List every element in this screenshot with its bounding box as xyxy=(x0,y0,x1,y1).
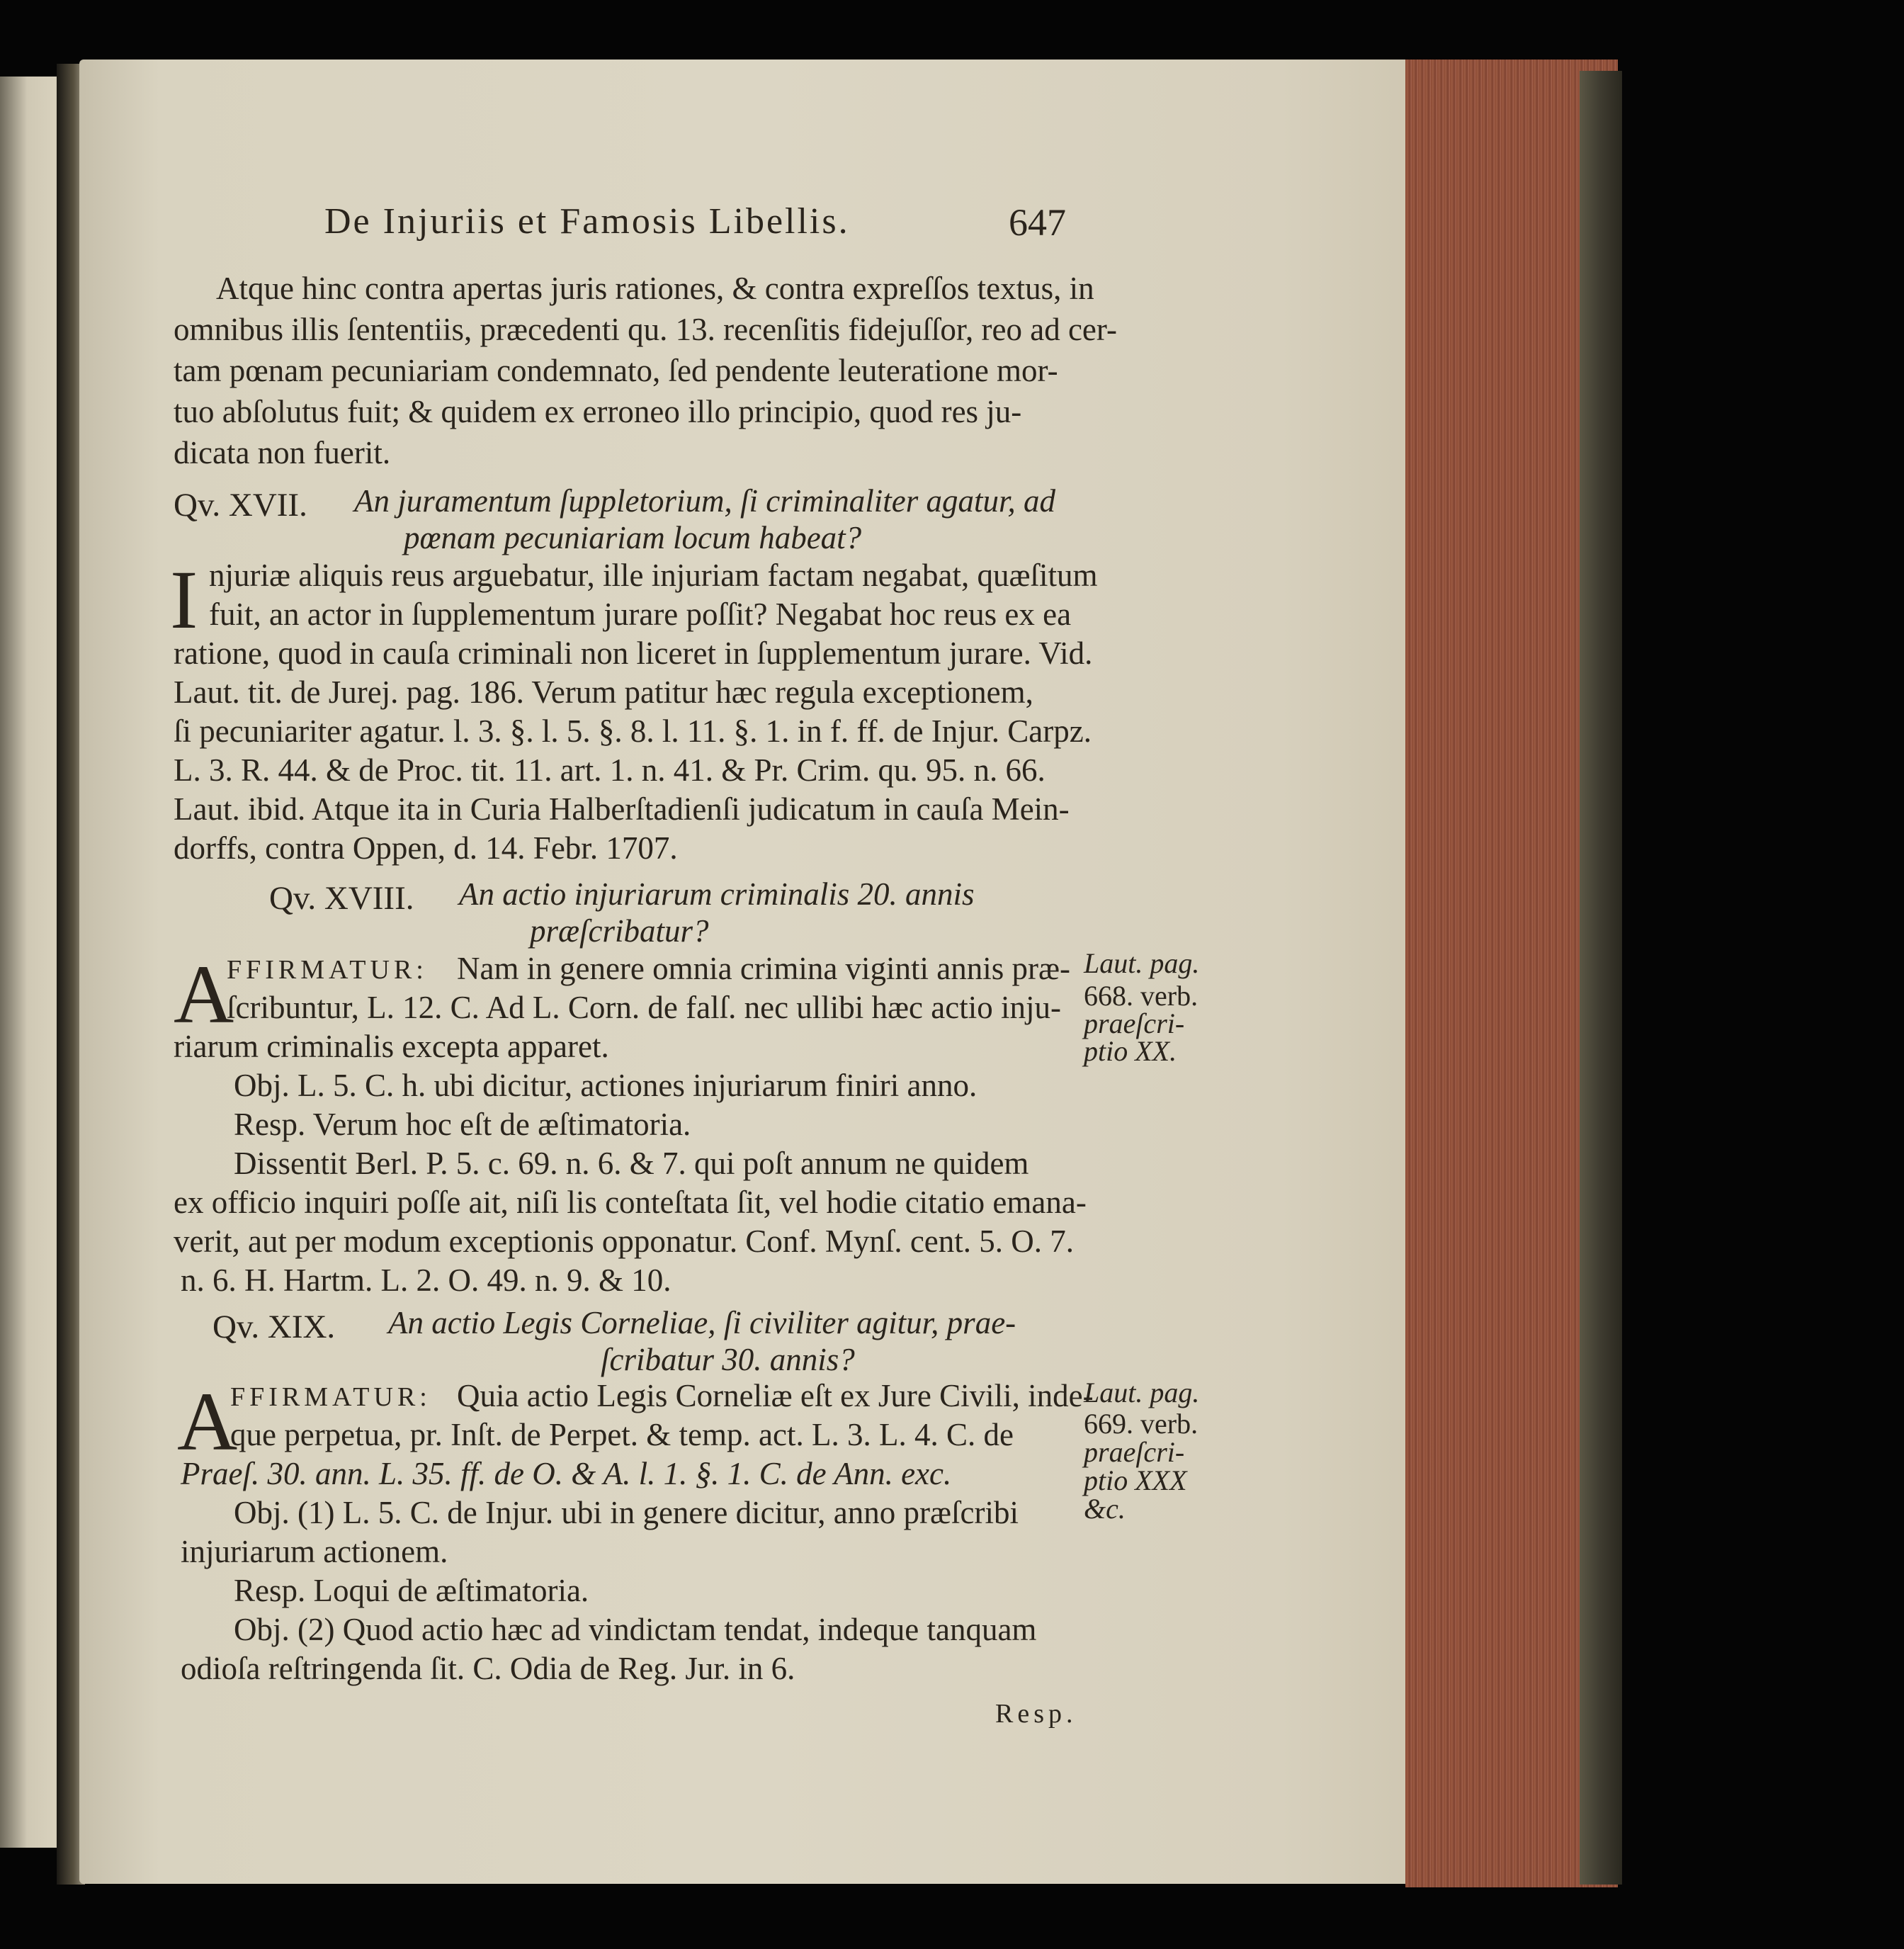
margin-note: praeſcri- xyxy=(1084,1007,1185,1039)
initial-letter: A xyxy=(177,1375,238,1468)
body-line: Praeſ. 30. ann. L. 35. ff. de O. & A. l. 1. §. 1. C. de Ann. exc. xyxy=(181,1456,952,1491)
intro-line: Atque hinc contra apertas juris rationes, & contra expreſſos textus, in xyxy=(216,271,1094,306)
body-line: Obj. L. 5. C. h. ubi dicitur, actiones injuriarum finiri anno. xyxy=(234,1068,978,1103)
body-line: fuit, an actor in ſupplementum jurare poſſit? Negabat hoc reus ex ea xyxy=(209,597,1072,632)
body-line: Obj. (1) L. 5. C. de Injur. ubi in genere dicitur, anno præſcribi xyxy=(234,1495,1019,1530)
body-line: que perpetua, pr. Inſt. de Perpet. & temp. act. L. 3. L. 4. C. de xyxy=(230,1417,1014,1452)
body-line: verit, aut per modum exceptionis opponatur. Conf. Mynſ. cent. 5. O. 7. xyxy=(174,1224,1075,1259)
body-line: L. 3. R. 44. & de Proc. tit. 11. art. 1. n. 41. & Pr. Crim. qu. 95. n. 66. xyxy=(174,752,1046,788)
margin-note: praeſcri- xyxy=(1084,1436,1185,1468)
intro-line: dicata non fuerit. xyxy=(174,435,391,470)
question-title: An juramentum ſuppletorium, ſi criminaliter agatur, ad xyxy=(354,483,1055,519)
body-line: Quia actio Legis Corneliæ eſt ex Jure Civili, inde- xyxy=(457,1378,1094,1413)
body-line: odioſa reſtringenda ſit. C. Odia de Reg. Jur. in 6. xyxy=(181,1651,795,1686)
question-title: ſcribatur 30. annis? xyxy=(601,1342,855,1377)
body-line: riarum criminalis excepta apparet. xyxy=(174,1029,609,1064)
catchword: Resp. xyxy=(995,1699,1077,1729)
question-title: An actio Legis Corneliae, ſi civiliter agitur, prae- xyxy=(388,1305,1016,1340)
margin-note: 668. verb. xyxy=(1084,980,1198,1012)
question-label: Qv. XIX. xyxy=(212,1309,336,1345)
body-line: njuriæ aliquis reus arguebatur, ille injuriam factam negabat, quæſitum xyxy=(209,558,1098,593)
body-line: Laut. ibid. Atque ita in Curia Halberſtadienſi judicatum in cauſa Mein- xyxy=(174,791,1070,827)
body-line: Nam in genere omnia crimina viginti annis præ- xyxy=(457,951,1071,986)
body-line: Laut. tit. de Jurej. pag. 186. Verum patitur hæc regula exceptionem, xyxy=(174,674,1033,710)
initial-letter: A xyxy=(174,948,234,1041)
body-line: Resp. Verum hoc eſt de æſtimatoria. xyxy=(234,1107,691,1142)
question-label: Qv. XVIII. xyxy=(269,880,414,917)
intro-line: tuo abſolutus fuit; & quidem ex erroneo illo principio, quod res ju- xyxy=(174,394,1022,429)
body-line: injuriarum actionem. xyxy=(181,1534,448,1569)
margin-note: Laut. pag. xyxy=(1084,947,1200,979)
body-line: Resp. Loqui de æſtimatoria. xyxy=(234,1573,589,1608)
running-title: De Injuriis et Famosis Libellis. xyxy=(324,201,850,242)
question-title: præſcribatur? xyxy=(530,913,709,949)
margin-note: Laut. pag. xyxy=(1084,1377,1200,1408)
body-line: n. 6. H. Hartm. L. 2. O. 49. n. 9. & 10. xyxy=(181,1262,672,1298)
margin-note: 669. verb. xyxy=(1084,1408,1198,1440)
body-line: ex officio inquiri poſſe ait, niſi lis conteſtata ſit, vel hodie citatio emana- xyxy=(174,1185,1087,1220)
margin-note: &c. xyxy=(1084,1493,1126,1525)
body-line: dorffs, contra Oppen, d. 14. Febr. 1707. xyxy=(174,830,678,866)
margin-note: ptio XX. xyxy=(1084,1035,1177,1067)
margin-note: ptio XXX xyxy=(1084,1464,1187,1496)
body-line: ratione, quod in cauſa criminali non liceret in ſupplementum jurare. Vid. xyxy=(174,635,1093,671)
body-line: Obj. (2) Quod actio hæc ad vindictam tendat, indeque tanquam xyxy=(234,1612,1037,1647)
intro-line: tam pœnam pecuniariam condemnato, ſed pendente leuteratione mor- xyxy=(174,353,1058,388)
lead-word: FFIRMATUR: xyxy=(230,1382,431,1412)
body-line: Dissentit Berl. P. 5. c. 69. n. 6. & 7. qui poſt annum ne quidem xyxy=(234,1146,1029,1181)
page-number: 647 xyxy=(1009,201,1066,244)
book-cover-edge xyxy=(1580,71,1622,1885)
question-title: pœnam pecuniariam locum habeat? xyxy=(404,520,862,555)
question-title: An actio injuriarum criminalis 20. annis xyxy=(459,876,975,912)
body-line: ſi pecuniariter agatur. l. 3. §. l. 5. §. 8. l. 11. §. 1. in f. ff. de Injur. Carpz. xyxy=(174,713,1092,749)
intro-line: omnibus illis ſententiis, præcedenti qu. 13. recenſitis fidejuſſor, reo ad cer- xyxy=(174,312,1117,347)
initial-letter: I xyxy=(170,553,198,646)
body-line: ſcribuntur, L. 12. C. Ad L. Corn. de falſ. nec ullibi hæc actio inju- xyxy=(227,990,1061,1025)
question-label: Qv. XVII. xyxy=(174,487,307,524)
lead-word: FFIRMATUR: xyxy=(227,955,428,985)
